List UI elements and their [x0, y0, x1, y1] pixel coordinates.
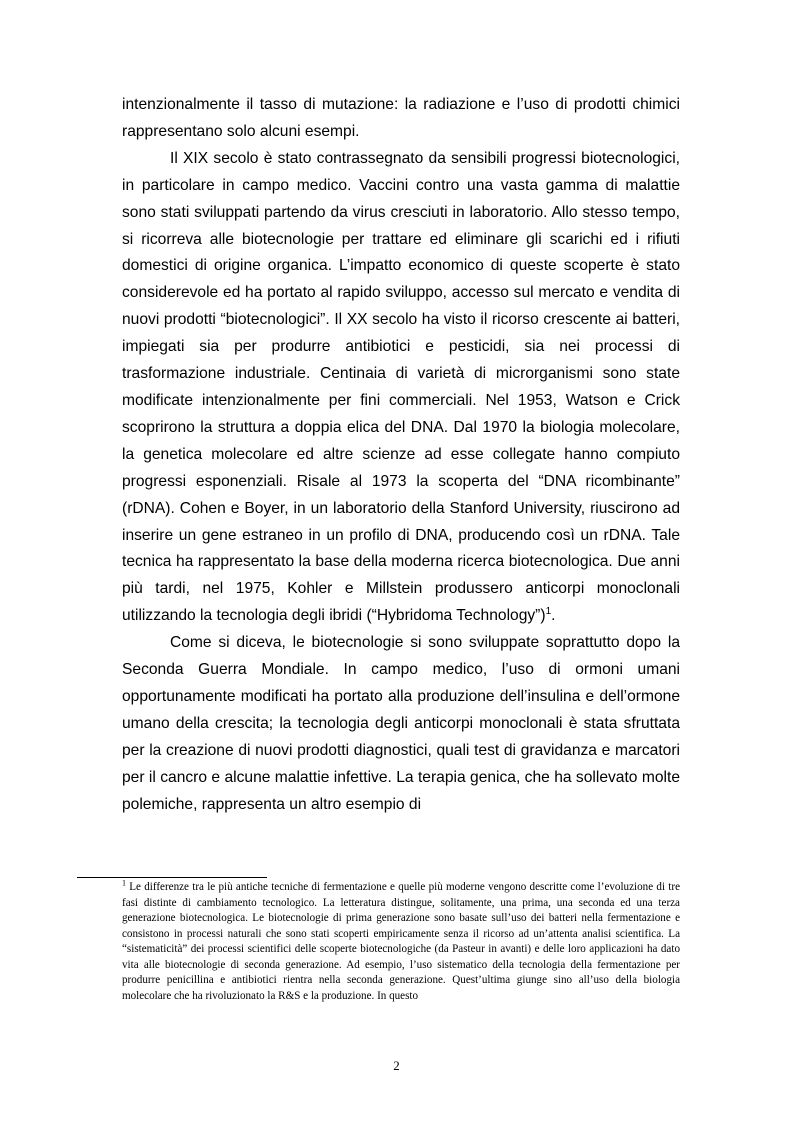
paragraph-2-end: .: [551, 607, 556, 625]
paragraph-3: Come si diceva, le biotecnologie si sono sviluppate soprattutto dopo la Seconda Guerra Mondiale. In campo medico, l’uso di ormoni umani opportunamente modificati ha portato alla produzione dell’insulina e dell’ormone umano della crescita; la tecnologia degli anticorpi monoclonali è stata sfruttata per la creazione di nuovi prodotti diagnostici, quali test di gravidanza e marcatori per il cancro e alcune malattie infettive. La terapia genica, che ha sollevato molte polemiche, rappresenta un altro esempio di: [122, 634, 680, 813]
footnote-text: Le differenze tra le più antiche tecniche di fermentazione e quelle più moderne vengono descritte come l’evoluzione di tre fasi distinte di cambiamento tecnologico. La letteratura distingue, solitamente, una prima, una seconda ed una terza generazione biotecnologica. Le biotecnologie di prima generazione sono basate sull’uso dei batteri nella fermentazione e consistono in processi naturali che sono stati scoperti empiricamente senza il ricorso ad un’attenta analisi scientifica. La “sistematicità” dei processi scientifici delle scoperte biotecnologiche (da Pasteur in avanti) e delle loro applicazioni ha dato vita alle biotecnologie di seconda generazione. Ad esempio, l’uso sistematico della tecnologia della fermentazione per produrre penicillina e antibiotici rientra nella seconda generazione. Quest’ultima giunge sino all’uso della biologia molecolare che ha rivoluzionato la R&S e la produzione. In questo: [122, 881, 680, 1002]
footnote-separator: [77, 877, 267, 878]
footnote-marker: 1: [122, 878, 126, 888]
paragraph-2: [122, 146, 680, 630]
paragraph-2-text: Il XIX secolo è stato contrassegnato da sensibili progressi biotecnologici, in particolare in campo medico. Vaccini contro una vasta gamma di malattie sono stati sviluppati partendo da virus cresciuti in laboratorio. Allo stesso tempo, si ricorreva alle biotecnologie per trattare ed eliminare gli scarichi ed i rifiuti domestici di origine organica. L’impatto economico di queste scoperte è stato considerevole ed ha portato al rapido sviluppo, accesso sul mercato e vendita di nuovi prodotti “biotecnologici”. Il XX secolo ha visto il ricorso crescente ai batteri, impiegati sia per produrre antibiotici e pesticidi, sia nei processi di trasformazione industriale. Centinaia di varietà di microrganismi sono state modificate intenzionalmente per fini commerciali. Nel 1953, Watson e Crick scoprirono la struttura a doppia elica del DNA. Dal 1970 la biologia molecolare, la genetica molecolare ed altre scienze ad esse collegate hanno compiuto progressi esponenziali. Risale al 1973 la scoperta del “DNA ricombinante” (rDNA). Cohen e Boyer, in un laboratorio della Stanford University, riuscirono ad inserire un gene estraneo in un profilo di DNA, producendo così un rDNA. Tale tecnica ha rappresentato la base della moderna ricerca biotecnologica. Due anni più tardi, nel 1975, Kohler e Millstein produssero anticorpi monoclonali utilizzando la tecnologia degli ibridi (“Hybridoma Technology”): [122, 149, 680, 625]
paragraph-1: intenzionalmente il tasso di mutazione: la radiazione e l’uso di prodotti chimici rappresentano solo alcuni esempi.: [122, 96, 680, 140]
page-number: 2: [393, 1058, 400, 1073]
footnote-reference[interactable]: 1: [545, 606, 552, 618]
footnote: [122, 880, 680, 1004]
body-text: [122, 92, 680, 818]
